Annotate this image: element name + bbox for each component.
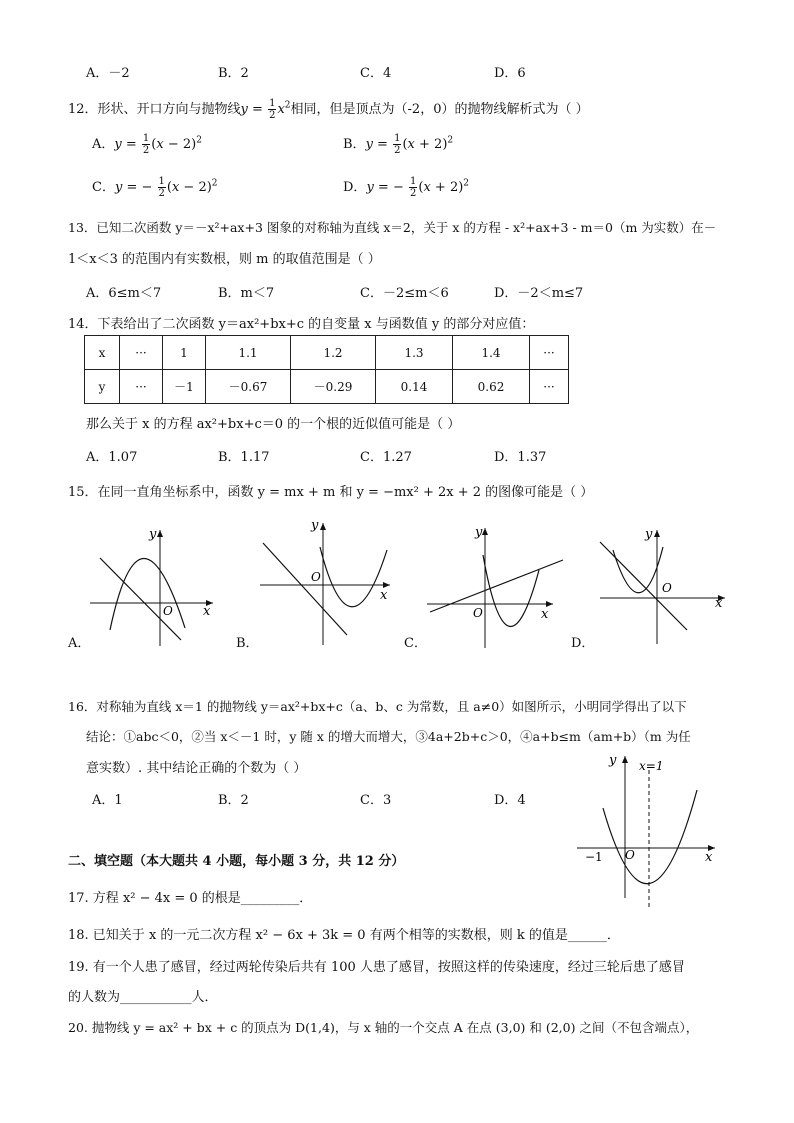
table-cell: 1.4	[453, 336, 530, 370]
q13-option-a: A．6≤m＜7	[86, 286, 162, 301]
parabola	[613, 547, 663, 593]
q20-stem: 20. 抛物线 y = ax² + bx + c 的顶点为 D(1,4)，与 x 轴的一个交点 A 在点 (3,0) 和 (2,0) 之间（不包含端点），	[68, 1020, 699, 1035]
q16-stem-line3: 意实数）. 其中结论正确的个数为（ ）	[86, 761, 307, 776]
q14-question: 那么关于 x 的方程 ax²+bx+c＝0 的一个根的近似值可能是（ ）	[86, 417, 461, 432]
table-cell: 1.3	[376, 336, 453, 370]
q11-option-b: B．2	[218, 66, 249, 81]
origin-label: O	[473, 606, 483, 620]
y-label: y	[149, 527, 157, 542]
q15-label-a: A．	[68, 636, 91, 651]
section-title: 二、填空题（本大题共 4 小题，每小题 3 分，共 12 分）	[68, 854, 405, 869]
q15-graph-b	[255, 515, 395, 650]
parabola	[483, 555, 539, 626]
q16-option-b: B．2	[218, 793, 249, 808]
table-row	[85, 336, 569, 370]
q13-option-d: D．－2＜m≤7	[494, 286, 584, 301]
origin-label: O	[625, 848, 635, 862]
x-label: x	[380, 588, 388, 603]
table-cell: －0.29	[291, 370, 376, 404]
parabola	[110, 558, 185, 630]
q13-stem-line1: 13．已知二次函数 y＝－x²+ax+3 图象的对称轴为直线 x＝2，关于 x 的方程 - x²+ax+3 - m＝0（m 为实数）在－	[68, 220, 717, 235]
q15-graph-c	[425, 520, 570, 650]
table-cell: ···	[530, 336, 569, 370]
q19-stem-line1: 19. 有一个人患了感冒，经过两轮传染后共有 100 人患了感冒，按照这样的传染速度，经过三轮后患了感冒	[68, 960, 685, 975]
table-cell: －0.67	[206, 370, 291, 404]
q16-stem-line1: 16．对称轴为直线 x＝1 的抛物线 y＝ax²+bx+c（a、b、c 为常数，且 a≠0）如图所示，小明同学得出了以下	[68, 699, 687, 714]
parabola	[603, 790, 697, 884]
q16-stem-line2: 结论：①abc＜0，②当 x＜－1 时，y 随 x 的增大而增大，③4a+2b+c＞0，④a+b≤m（am+b）（m 为任	[86, 729, 691, 744]
table-cell: 1.2	[291, 336, 376, 370]
q12-option-d: D．y = − $\frac{1}{2}$ $(x + 2)^2$	[343, 176, 470, 199]
y-label: y	[311, 518, 319, 533]
table-cell: 0.14	[376, 370, 453, 404]
table-cell: ···	[120, 370, 163, 404]
q19-stem-line2: 的人数为___________人．	[68, 990, 218, 1005]
y-label: y	[609, 753, 617, 768]
q13-option-b: B．m＜7	[218, 286, 275, 301]
q17-stem: 17. 方程 x² − 4x = 0 的根是_________．	[68, 891, 313, 906]
q14-option-a: A．1.07	[86, 450, 138, 465]
tick-label: −1	[585, 850, 603, 864]
x-label: x	[705, 850, 713, 865]
q15-label-c: C．	[404, 636, 427, 651]
line	[600, 542, 687, 630]
q18-stem: 18. 已知关于 x 的一元二次方程 x² − 6x + 3k = 0 有两个相等的实数根，则 k 的值是______．	[68, 928, 620, 943]
q12-option-c: C．y = − $\frac{1}{2}$ $(x - 2)^2$	[92, 176, 218, 199]
q12-stem-suffix: 相同，但是顶点为（-2，0）的抛物线解析式为（ ）	[290, 102, 589, 117]
y-label: y	[645, 527, 653, 542]
table-cell: ···	[120, 336, 163, 370]
q15-stem: 15．在同一直角坐标系中，函数 y = mx + m 和 y = −mx² + 2x + 2 的图像可能是（ ）	[68, 485, 594, 500]
table-cell: y	[85, 370, 120, 404]
q16-option-c: C．3	[360, 793, 392, 808]
q16-option-a: A．1	[92, 793, 123, 808]
q14-option-c: C．1.27	[360, 450, 412, 465]
q14-stem: 14．下表给出了二次函数 y＝ax²+bx+c 的自变量 x 与函数值 y 的部分对应值：	[68, 317, 535, 332]
q16-parabola-graph	[575, 748, 725, 913]
q12-stem-prefix: 12．形状、开口方向与抛物线	[68, 102, 241, 117]
q14-option-b: B．1.17	[218, 450, 270, 465]
q15-label-d: D．	[571, 636, 595, 651]
q14-option-d: D．1.37	[494, 450, 547, 465]
y-label: y	[475, 525, 483, 540]
q11-option-d: D．6	[494, 66, 526, 81]
origin-label: O	[311, 570, 321, 584]
origin-label: O	[662, 581, 672, 595]
q15-graph-d	[595, 522, 730, 647]
symmetry-label: x=1	[639, 759, 664, 773]
q11-option-a: A．－2	[86, 66, 130, 81]
q16-option-d: D．4	[494, 793, 526, 808]
q15-graph-a	[85, 518, 225, 648]
table-cell: 0.62	[453, 370, 530, 404]
q11-option-c: C．4	[360, 66, 392, 81]
line	[100, 558, 181, 640]
table-cell: x	[85, 336, 120, 370]
x-label: x	[203, 604, 211, 619]
x-label: x	[715, 596, 723, 611]
table-row	[85, 370, 569, 404]
table-cell: ···	[530, 370, 569, 404]
q13-option-c: C．－2≤m＜6	[360, 286, 449, 301]
table-cell: 1.1	[206, 336, 291, 370]
x-label: x	[541, 607, 549, 622]
q15-label-b: B．	[236, 636, 259, 651]
q13-stem-line2: 1＜x＜3 的范围内有实数根，则 m 的取值范围是（ ）	[68, 252, 381, 267]
parabola	[320, 547, 387, 607]
q12-stem: 12．形状、开口方向与抛物线y = $\frac{1}{2}$ $x^2$相同，但是顶点为（-2，0）的抛物线解析式为（ ）	[68, 98, 589, 121]
q12-option-b: B．y = $\frac{1}{2}$ $(x + 2)^2$	[343, 133, 454, 156]
origin-label: O	[163, 604, 173, 618]
table-cell: －1	[163, 370, 206, 404]
q14-value-table	[84, 335, 569, 404]
table-cell: 1	[163, 336, 206, 370]
q12-option-a: A．y = $\frac{1}{2}$ $(x - 2)^2$	[92, 133, 202, 156]
